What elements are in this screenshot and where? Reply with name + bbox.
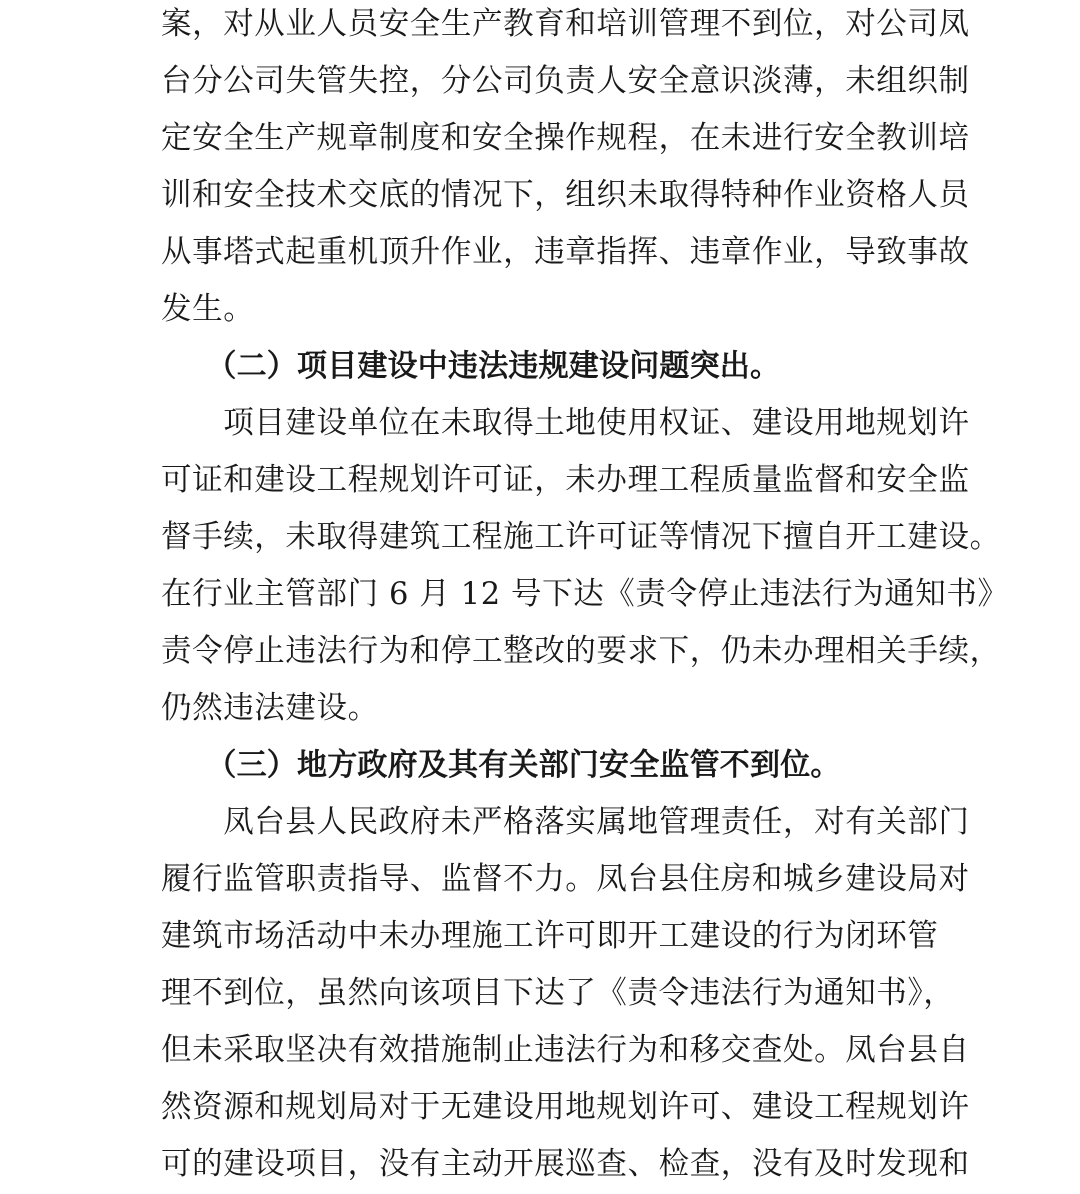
- text-line: 台分公司失管失控，分公司负责人安全意识淡薄，未组织制: [161, 63, 970, 100]
- text-line: 项目建设单位在未取得土地使用权证、建设用地规划许: [161, 405, 970, 442]
- section-heading-two: （二）项目建设中违法违规建设问题突出。: [161, 348, 781, 385]
- text-line: 履行监管职责指导、监督不力。凤台县住房和城乡建设局对: [161, 861, 970, 898]
- text-line: 责令停止违法行为和停工整改的要求下，仍未办理相关手续，: [161, 633, 1001, 670]
- text-line: 理不到位，虽然向该项目下达了《责令违法行为通知书》，: [161, 975, 955, 1012]
- section-heading-three: （三）地方政府及其有关部门安全监管不到位。: [161, 747, 841, 784]
- text-line: 定安全生产规章制度和安全操作规程，在未进行安全教训培: [161, 120, 970, 157]
- text-line: 训和安全技术交底的情况下，组织未取得特种作业资格人员: [161, 177, 970, 214]
- body-text-column: [161, 0, 1009, 1193]
- text-line: 在行业主管部门 6 月 12 号下达《责令停止违法行为通知书》: [161, 576, 1009, 613]
- text-line: 督手续，未取得建筑工程施工许可证等情况下擅自开工建设。: [161, 519, 1001, 556]
- text-line: 可的建设项目，没有主动开展巡查、检查，没有及时发现和: [161, 1146, 970, 1183]
- text-line: 案，对从业人员安全生产教育和培训管理不到位，对公司凤: [161, 6, 970, 43]
- text-line: 凤台县人民政府未严格落实属地管理责任，对有关部门: [161, 804, 970, 841]
- text-line: 但未采取坚决有效措施制止违法行为和移交查处。凤台县自: [161, 1032, 970, 1069]
- text-line: 发生。: [161, 291, 255, 328]
- text-line: 可证和建设工程规划许可证，未办理工程质量监督和安全监: [161, 462, 970, 499]
- text-line: 仍然违法建设。: [161, 690, 379, 727]
- text-line: 建筑市场活动中未办理施工许可即开工建设的行为闭环管: [161, 918, 939, 955]
- text-line: 从事塔式起重机顶升作业，违章指挥、违章作业，导致事故: [161, 234, 970, 271]
- text-line: 然资源和规划局对于无建设用地规划许可、建设工程规划许: [161, 1089, 970, 1126]
